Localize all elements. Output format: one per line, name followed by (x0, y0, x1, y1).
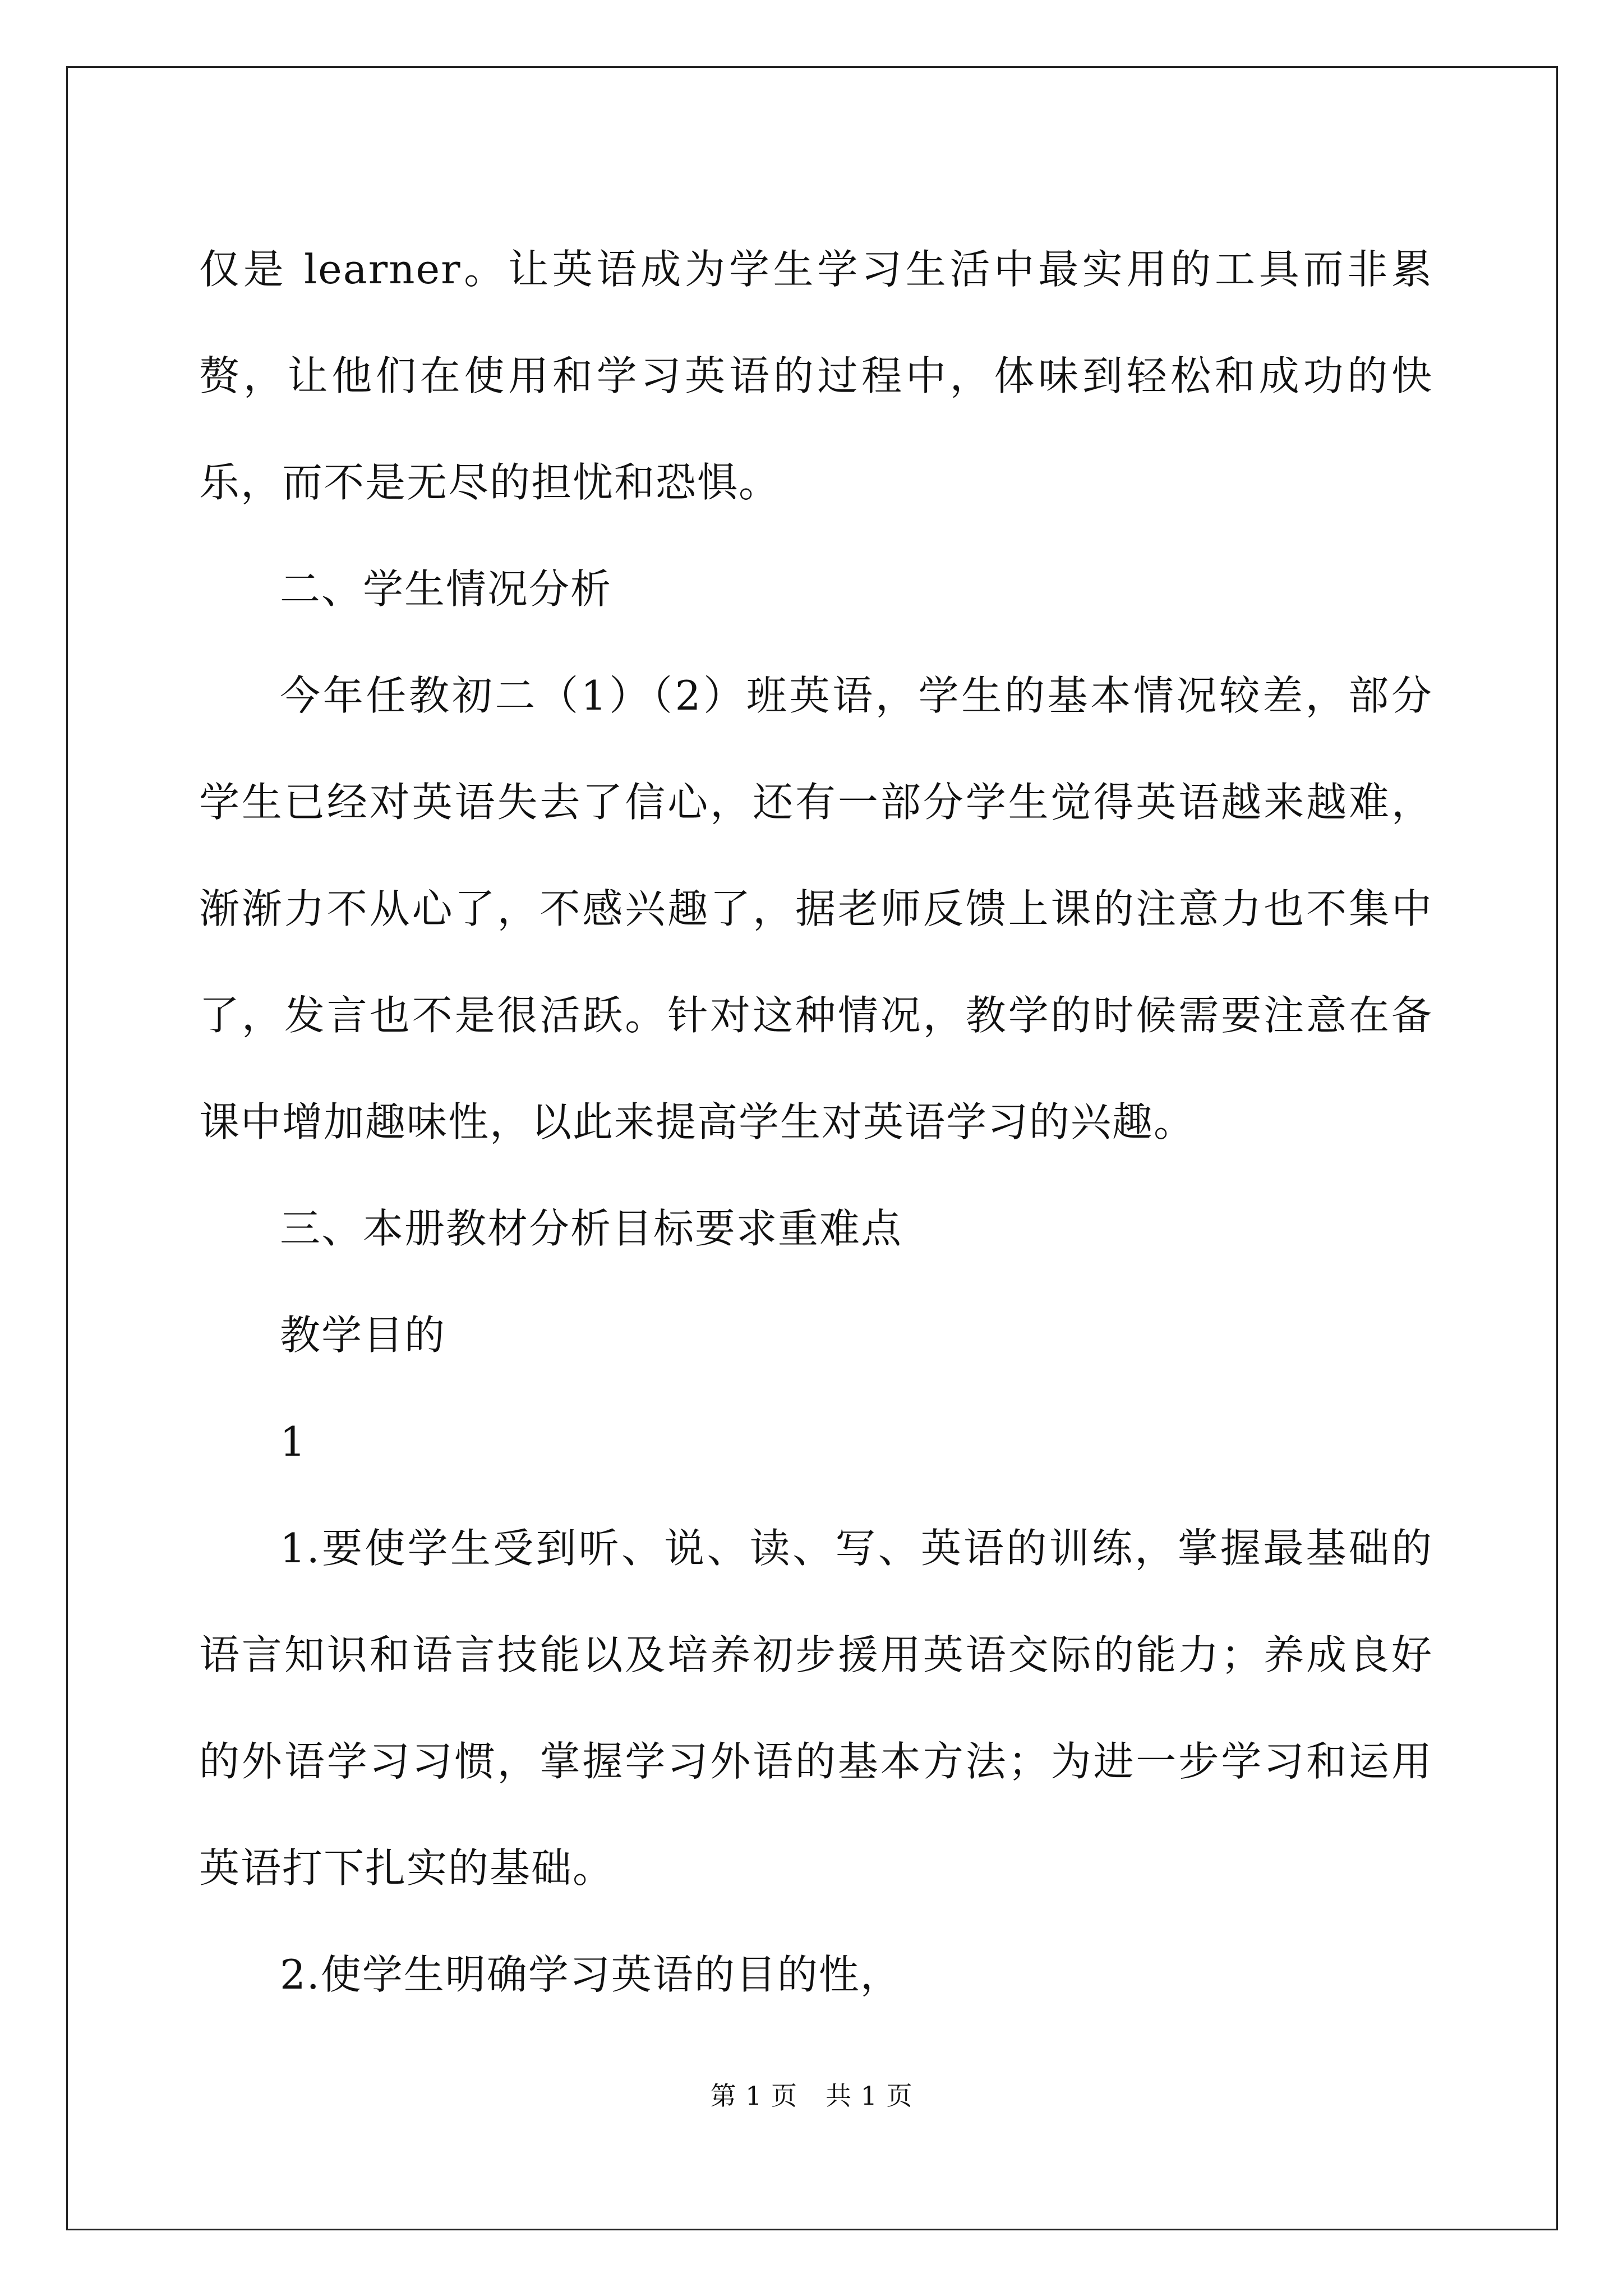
document-body (199, 216, 1433, 2028)
page-number: 第 1 页 (710, 2081, 797, 2111)
page-footer (0, 2076, 1623, 2113)
paragraph-goal-2: 2.使学生明确学习英语的目的性， (280, 1951, 902, 1998)
paragraph-student-situation: 今年任教初二（1）（2）班英语，学生的基本情况较差，部分学生已经对英语失去了信心，还有一部分学生觉得英语越来越难，渐渐力不从心了，不感兴趣了，据老师反馈上课的注意力也不集中了，发言也不是很活跃。针对这种情况，教学的时候需要注意在备课中增加趣味性，以此来提高学生对英语学习的兴趣。 (199, 672, 1433, 1145)
section-heading-textbook-analysis: 三、本册教材分析目标要求重难点 (280, 1205, 903, 1252)
subheading-teaching-goal: 教学目的 (280, 1312, 446, 1359)
page-total: 共 1 页 (826, 2081, 913, 2111)
paragraph-1: 仅是 learner。让英语成为学生学习生活中最实用的工具而非累赘，让他们在使用和学习英语的过程中，体味到轻松和成功的快乐，而不是无尽的担忧和恐惧。 (199, 246, 1433, 506)
item-number: 1 (280, 1418, 307, 1465)
paragraph-goal-1: 1.要使学生受到听、说、读、写、英语的训练，掌握最基础的语言知识和语言技能以及培养初步援用英语交际的能力；养成良好的外语学习习惯，掌握学习外语的基本方法；为进一步学习和运用英语打下扎实的基础。 (199, 1525, 1433, 1892)
section-heading-student-analysis: 二、学生情况分析 (280, 565, 612, 613)
